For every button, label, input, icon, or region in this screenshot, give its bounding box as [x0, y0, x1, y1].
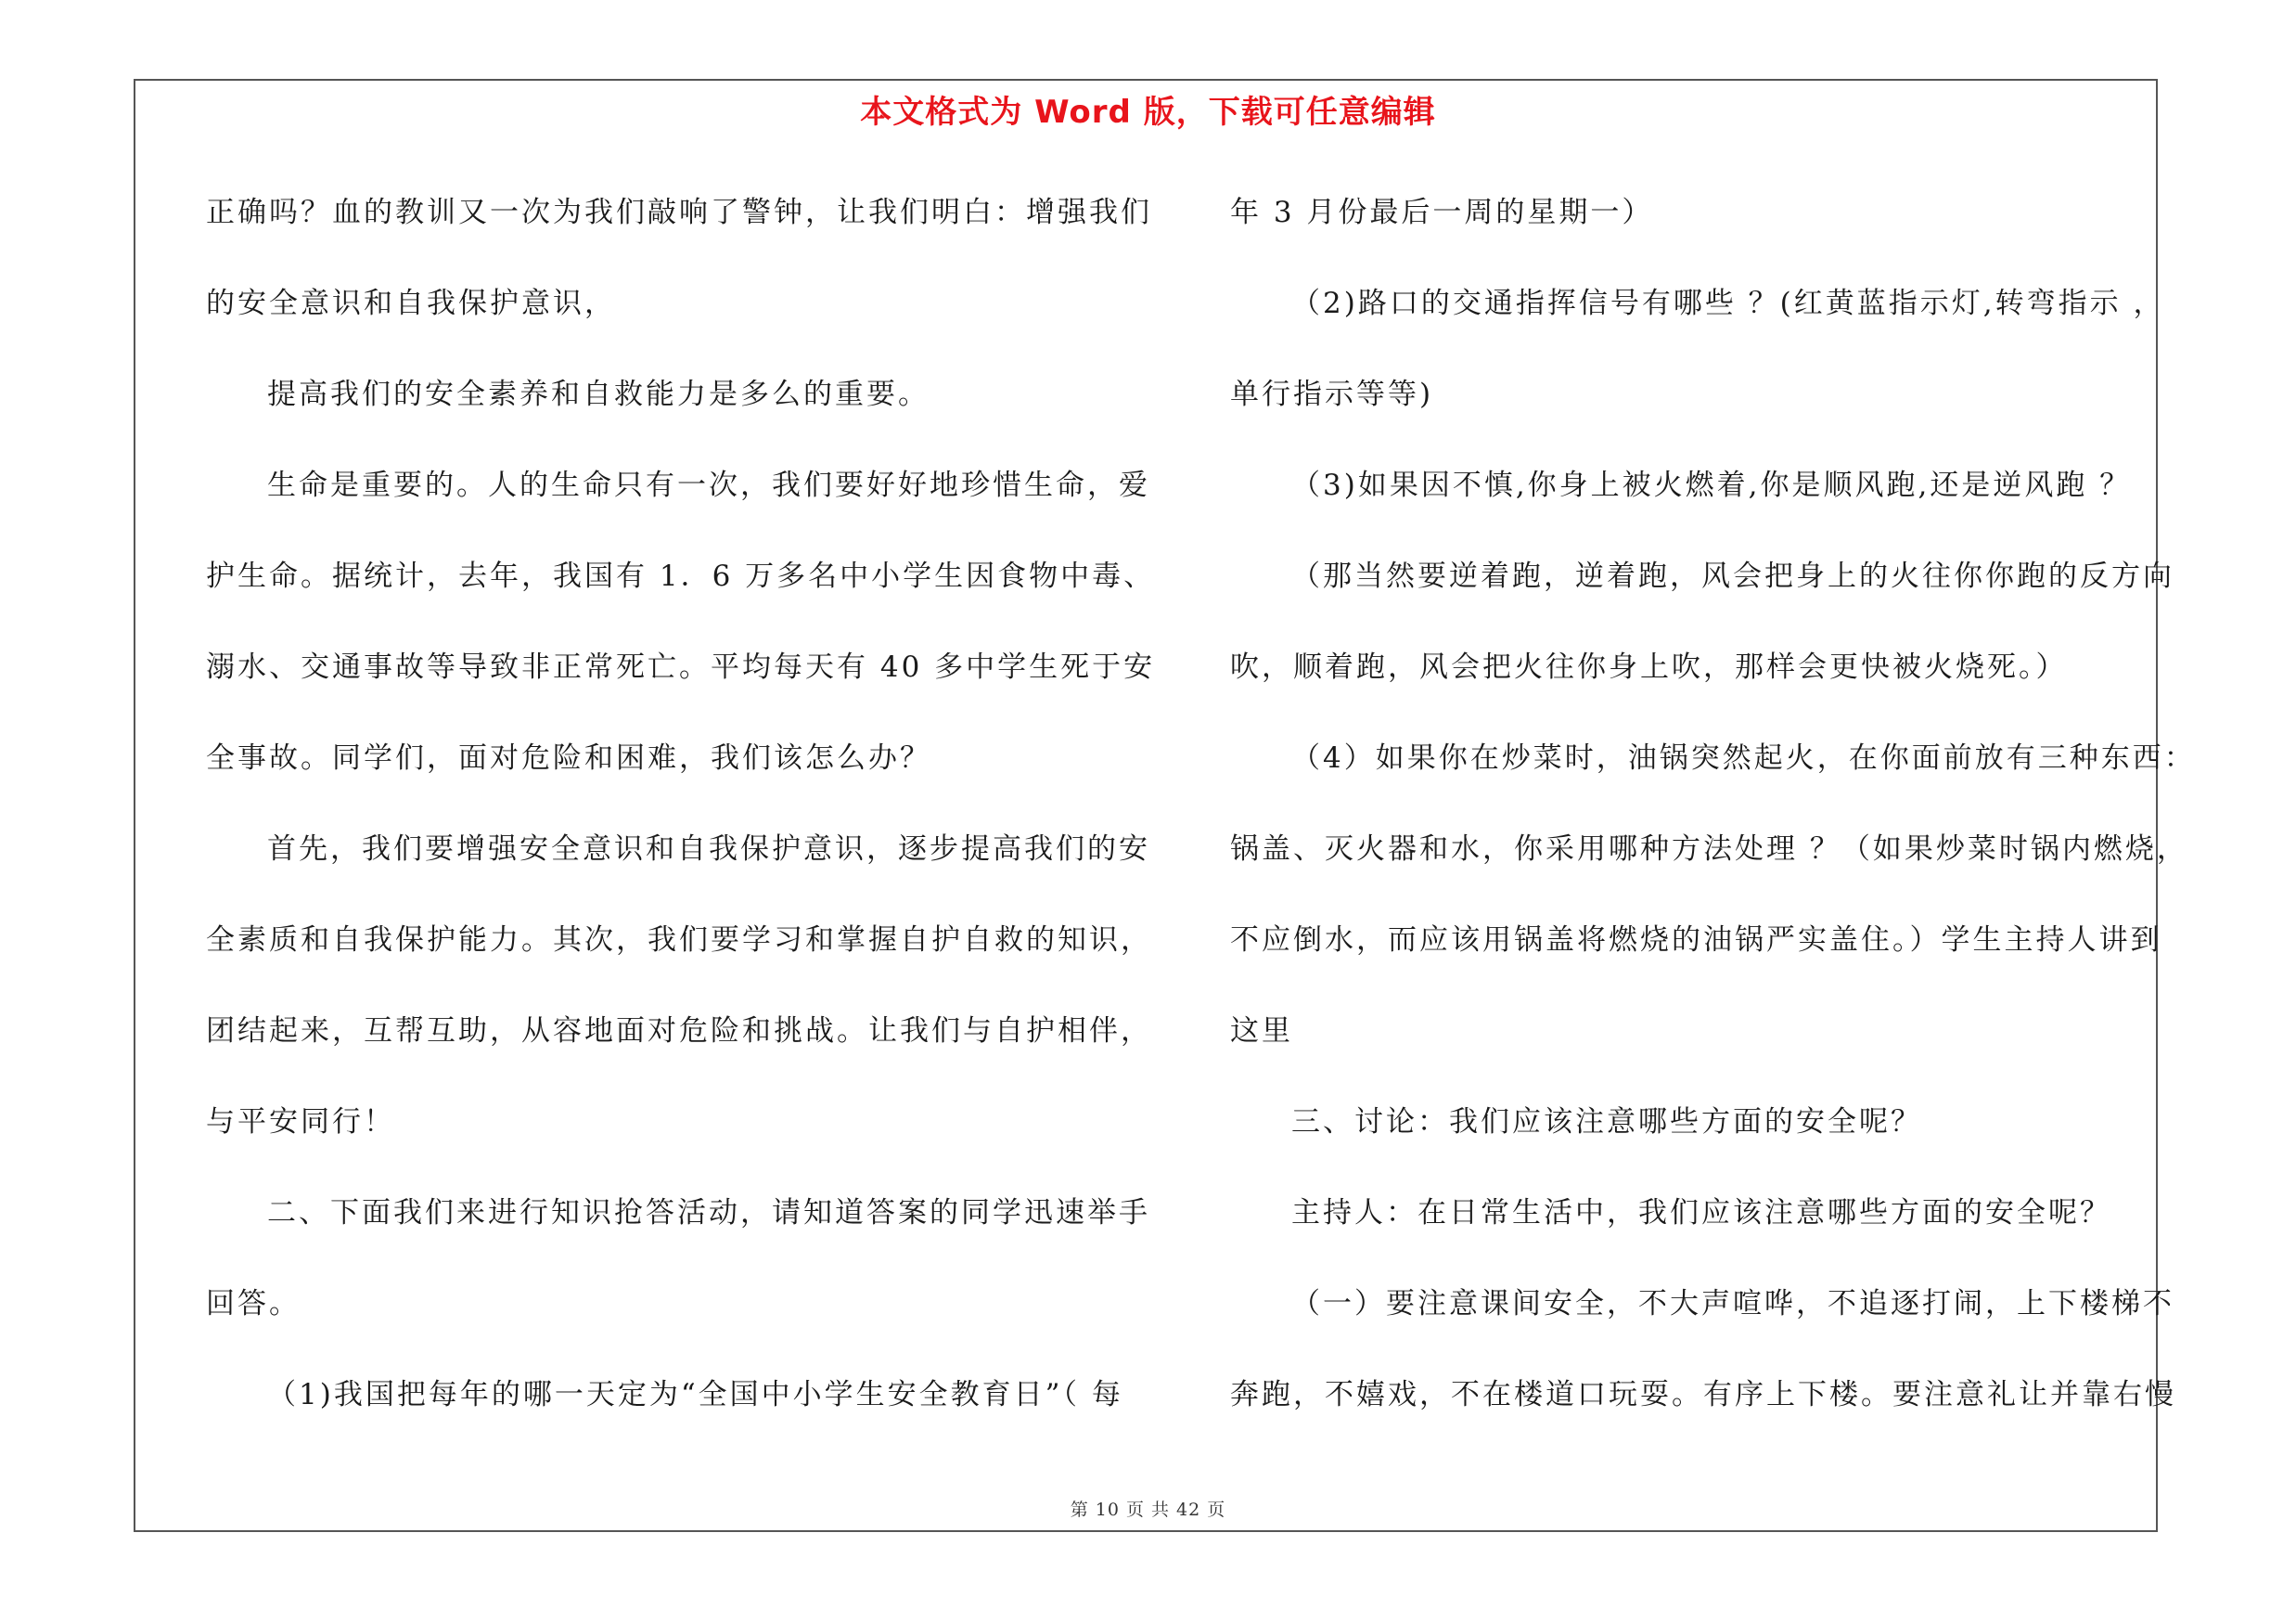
text-line: 年 3 月份最后一周的星期一）	[1230, 196, 1654, 229]
text-line: 首先，我们要增强安全意识和自我保护意识，逐步提高我们的安	[267, 832, 1150, 866]
text-line: 护生命。据统计，去年，我国有 1．6 万多名中小学生因食物中毒、	[206, 560, 1156, 593]
text-line: 团结起来，互帮互助，从容地面对危险和挑战。让我们与自护相伴，	[206, 1014, 1152, 1048]
text-line: 回答。	[206, 1287, 301, 1320]
text-line: 锅盖、灭火器和水，你采用哪种方法处理 ？（如果炒菜时锅内燃烧，	[1230, 832, 2188, 866]
text-line: 吹，顺着跑，风会把火往你身上吹，那样会更快被火烧死。）	[1230, 650, 2068, 684]
text-line: 与平安同行！	[206, 1105, 395, 1139]
page-number: 第 10 页 共 42 页	[1070, 1500, 1226, 1520]
text-line: （那当然要逆着跑，逆着跑，风会把身上的火往你你跑的反方向	[1291, 560, 2174, 593]
left-column	[206, 186, 1156, 1459]
text-line: 的安全意识和自我保护意识，	[206, 287, 616, 320]
text-line: （4）如果你在炒菜时，油锅突然起火，在你面前放有三种东西：	[1291, 741, 2196, 775]
text-line: 二、下面我们来进行知识抢答活动，请知道答案的同学迅速举手	[267, 1196, 1150, 1230]
text-line: 提高我们的安全素养和自救能力是多么的重要。	[267, 378, 930, 411]
text-line: （3)如果因不慎,你身上被火燃着,你是顺风跑,还是逆风跑 ？	[1291, 469, 2132, 502]
text-line: 溺水、交通事故等导致非正常死亡。平均每天有 40 多中学生死于安	[206, 650, 1156, 684]
text-line: 单行指示等等)	[1230, 378, 1434, 411]
header-banner: 本文格式为 Word 版，下载可任意编辑	[860, 94, 1436, 131]
text-line: 这里	[1230, 1014, 1293, 1048]
text-line: 不应倒水，而应该用锅盖将燃烧的油锅严实盖住。）学生主持人讲到	[1230, 923, 2162, 957]
text-line: 主持人：在日常生活中，我们应该注意哪些方面的安全呢？	[1291, 1196, 2111, 1230]
right-column	[1230, 186, 2196, 1459]
text-line: 生命是重要的。人的生命只有一次，我们要好好地珍惜生命，爱	[267, 469, 1150, 502]
text-line: 三、讨论：我们应该注意哪些方面的安全呢？	[1291, 1105, 1922, 1139]
text-line: 正确吗？血的教训又一次为我们敲响了警钟，让我们明白：增强我们	[206, 196, 1152, 229]
text-line: （1)我国把每年的哪一天定为“全国中小学生安全教育日”（ 每	[267, 1378, 1123, 1411]
text-line: （2)路口的交通指挥信号有哪些 ？(红黄蓝指示灯,转弯指示 ，	[1291, 287, 2165, 320]
text-line: （一）要注意课间安全，不大声喧哗，不追逐打闹，上下楼梯不	[1291, 1287, 2174, 1320]
text-line: 奔跑，不嬉戏，不在楼道口玩耍。有序上下楼。要注意礼让并靠右慢	[1230, 1378, 2176, 1411]
text-line: 全素质和自我保护能力。其次，我们要学习和掌握自护自救的知识，	[206, 923, 1152, 957]
text-line: 全事故。同学们，面对危险和困难，我们该怎么办？	[206, 741, 931, 775]
